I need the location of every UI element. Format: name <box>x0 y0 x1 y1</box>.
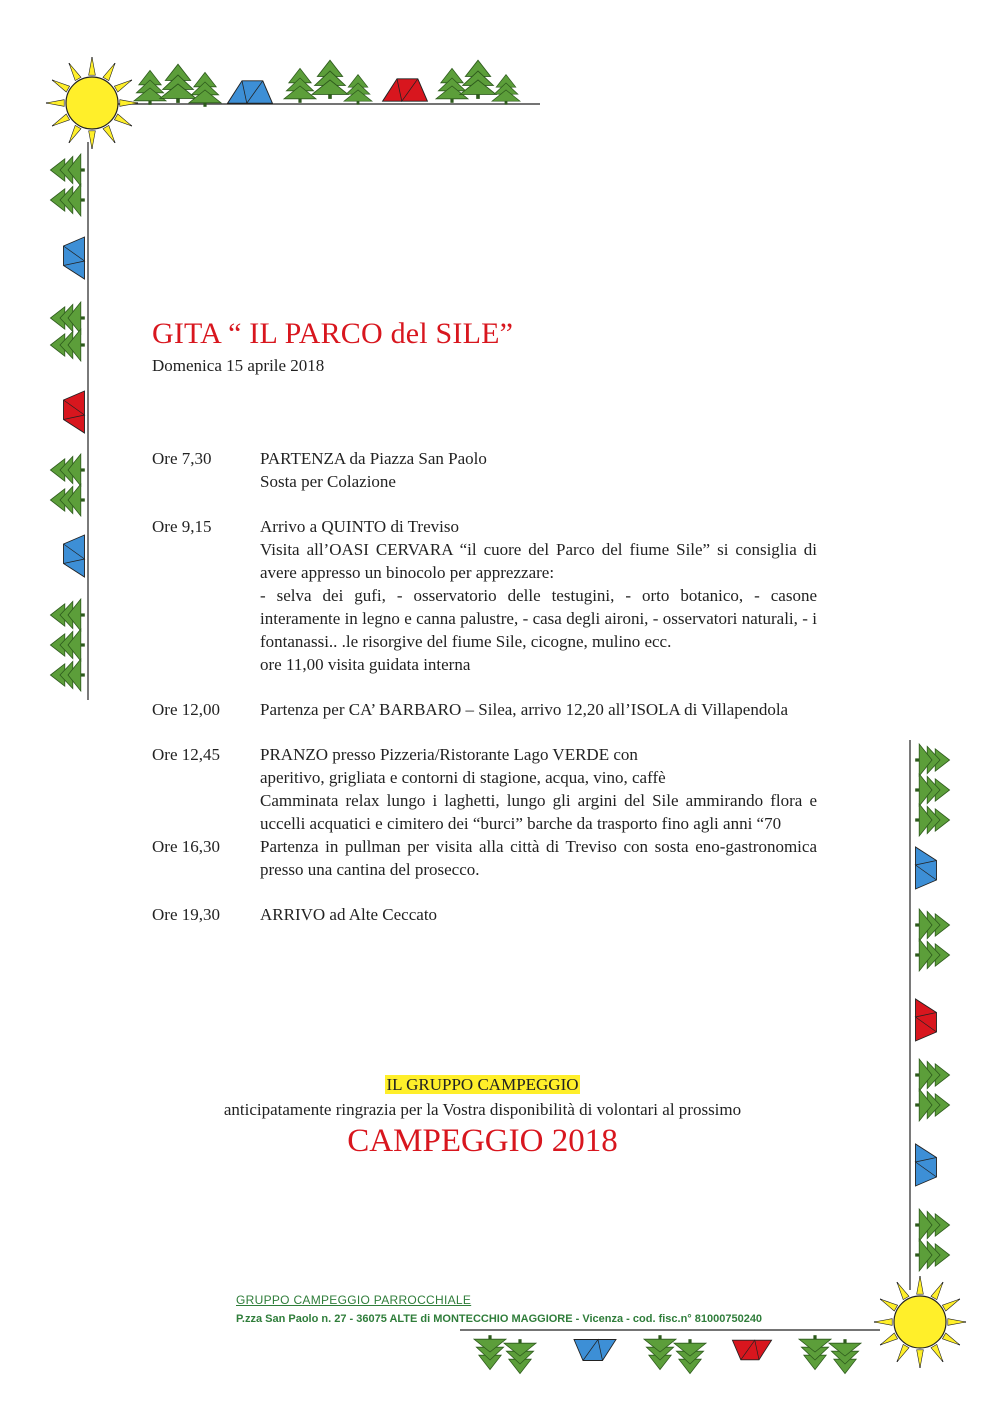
tree-icon <box>50 329 84 361</box>
tree-icon <box>915 939 949 971</box>
schedule-time: Ore 7,30 <box>152 449 212 468</box>
tent-icon <box>732 1340 771 1360</box>
tree-icon <box>915 804 949 836</box>
tree-icon <box>492 75 520 105</box>
schedule-desc <box>260 743 817 835</box>
tree-icon <box>50 659 84 691</box>
tree-icon <box>50 599 84 631</box>
schedule-desc <box>260 835 817 881</box>
schedule-line: Camminata relax lungo i laghetti, lungo gli argini del Sile ammirando flora e uccelli acquatici e cimitero dei “burci” barche da trasporto fino agli anni “70 <box>260 791 817 833</box>
footer-organization: GRUPPO CAMPEGGIO PARROCCHIALE <box>236 1293 472 1307</box>
group-name-highlight: IL GRUPPO CAMPEGGIO <box>386 1075 579 1094</box>
tree-icon <box>644 1335 676 1369</box>
thanks-text: anticipatamente ringrazia per la Vostra disponibilità di volontari al prossimo <box>223 1100 742 1119</box>
tree-icon <box>829 1339 861 1373</box>
tree-icon <box>50 154 84 186</box>
page-title: GITA “ IL PARCO del SILE” <box>152 317 514 350</box>
schedule-row <box>152 835 817 881</box>
tent-icon <box>228 81 273 103</box>
tree-icon <box>344 75 372 105</box>
schedule-line: Sosta per Colazione <box>260 472 396 491</box>
tent-icon <box>64 391 85 433</box>
tent-icon <box>916 847 937 889</box>
schedule-row <box>152 903 817 926</box>
schedule-desc <box>260 447 817 493</box>
schedule-line: PARTENZA da Piazza San Paolo <box>260 449 487 468</box>
schedule-line: ARRIVO ad Alte Ceccato <box>260 905 438 924</box>
schedule-row <box>152 698 817 721</box>
tree-icon <box>312 60 348 99</box>
schedule-line: ore 11,00 visita guidata interna <box>260 655 471 674</box>
schedule-time: Ore 16,30 <box>152 837 220 856</box>
schedule-desc <box>260 903 817 926</box>
schedule-line: Arrivo a QUINTO di Treviso <box>260 517 459 536</box>
tree-icon <box>915 909 949 941</box>
tree-icon <box>915 744 949 776</box>
schedule-desc <box>260 698 817 721</box>
tree-icon <box>474 1335 506 1369</box>
tree-icon <box>160 64 196 103</box>
schedule-line: aperitivo, grigliata e contorni di stagione, acqua, vino, caffè <box>260 768 666 787</box>
tree-icon <box>50 302 84 334</box>
footer-address: P.zza San Paolo n. 27 - 36075 ALTE di MONTECCHIO MAGGIORE - Vicenza - cod. fisc.n° 81000750240 <box>236 1313 763 1325</box>
tree-icon <box>284 68 316 102</box>
tent-icon <box>916 999 937 1041</box>
schedule-row <box>152 743 817 835</box>
tree-icon <box>134 70 166 104</box>
tent-icon <box>64 237 85 279</box>
schedule-row <box>152 515 817 676</box>
schedule-time: Ore 9,15 <box>152 517 212 536</box>
group-name <box>0 1075 965 1095</box>
schedule-row <box>152 447 817 493</box>
camp-heading: CAMPEGGIO 2018 <box>347 1123 618 1159</box>
schedule-line: - selva dei gufi, - osservatorio delle testugini, - orto botanico, - casone interamente in legno e canna palustre, - casa degli aironi, - osservatori naturali, - i fontanassi.. .le risorgive del fiume Sile, cicogne, mulino ecc. <box>260 586 817 651</box>
tree-icon <box>50 629 84 661</box>
schedule-desc <box>260 515 817 676</box>
schedule-time: Ore 12,45 <box>152 745 220 764</box>
sun-icon <box>46 57 138 149</box>
tree-icon <box>50 484 84 516</box>
tree-icon <box>915 774 949 806</box>
schedule-line: PRANZO presso Pizzeria/Ristorante Lago VERDE con <box>260 745 638 764</box>
sun-icon <box>874 1276 966 1368</box>
tent-icon <box>574 1340 616 1361</box>
tree-icon <box>50 184 84 216</box>
tree-icon <box>799 1335 831 1369</box>
tree-icon <box>50 454 84 486</box>
tent-icon <box>383 79 428 101</box>
tent-icon <box>64 535 85 577</box>
tree-icon <box>504 1339 536 1373</box>
schedule-line: Partenza in pullman per visita alla città di Treviso con sosta eno-gastronomica presso una cantina del prosecco. <box>260 837 817 879</box>
schedule-time: Ore 19,30 <box>152 905 220 924</box>
schedule-line: Partenza per CA’ BARBARO – Silea, arrivo 12,20 all’ISOLA di Villapendola <box>260 700 789 719</box>
event-date: Domenica 15 aprile 2018 <box>152 356 325 375</box>
schedule <box>152 447 817 926</box>
tree-icon <box>674 1339 706 1373</box>
tree-icon <box>460 60 496 99</box>
schedule-line: Visita all’OASI CERVARA “il cuore del Parco del fiume Sile” si consiglia di avere appresso un binocolo per apprezzare: <box>260 540 817 582</box>
tree-icon <box>915 1239 949 1271</box>
tree-icon <box>915 1209 949 1241</box>
schedule-time: Ore 12,00 <box>152 700 220 719</box>
